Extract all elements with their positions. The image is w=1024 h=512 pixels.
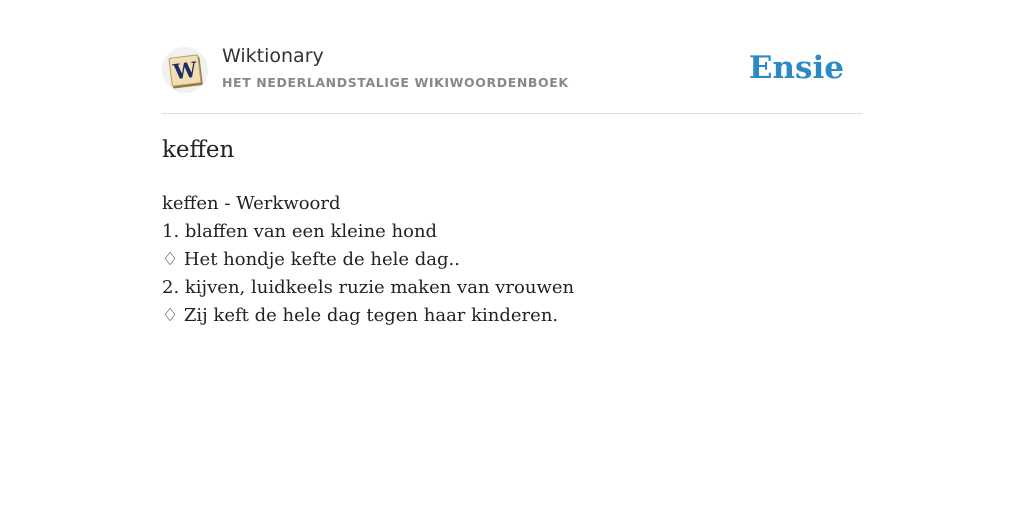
page-container <box>162 0 862 326</box>
definition-block <box>162 190 574 330</box>
entry-title: keffen <box>162 137 235 163</box>
header <box>162 0 862 114</box>
definition-sense-2: 2. kijven, luidkeels ruzie maken van vrouwen <box>162 277 575 298</box>
definition-heading: keffen - Werkwoord <box>162 193 341 214</box>
site-subtitle: HET NEDERLANDSTALIGE WIKIWOORDENBOEK <box>222 75 569 90</box>
wiktionary-logo-icon[interactable] <box>162 47 208 93</box>
example-sense-1: ♢ Het hondje kefte de hele dag.. <box>162 249 460 270</box>
site-name[interactable]: Wiktionary <box>222 45 324 67</box>
definition-sense-1: 1. blaffen van een kleine hond <box>162 221 438 242</box>
logo-tile: W <box>168 54 201 86</box>
example-sense-2: ♢ Zij keft de hele dag tegen haar kinderen. <box>162 305 559 326</box>
ensie-brand-link[interactable]: Ensie <box>748 50 844 86</box>
